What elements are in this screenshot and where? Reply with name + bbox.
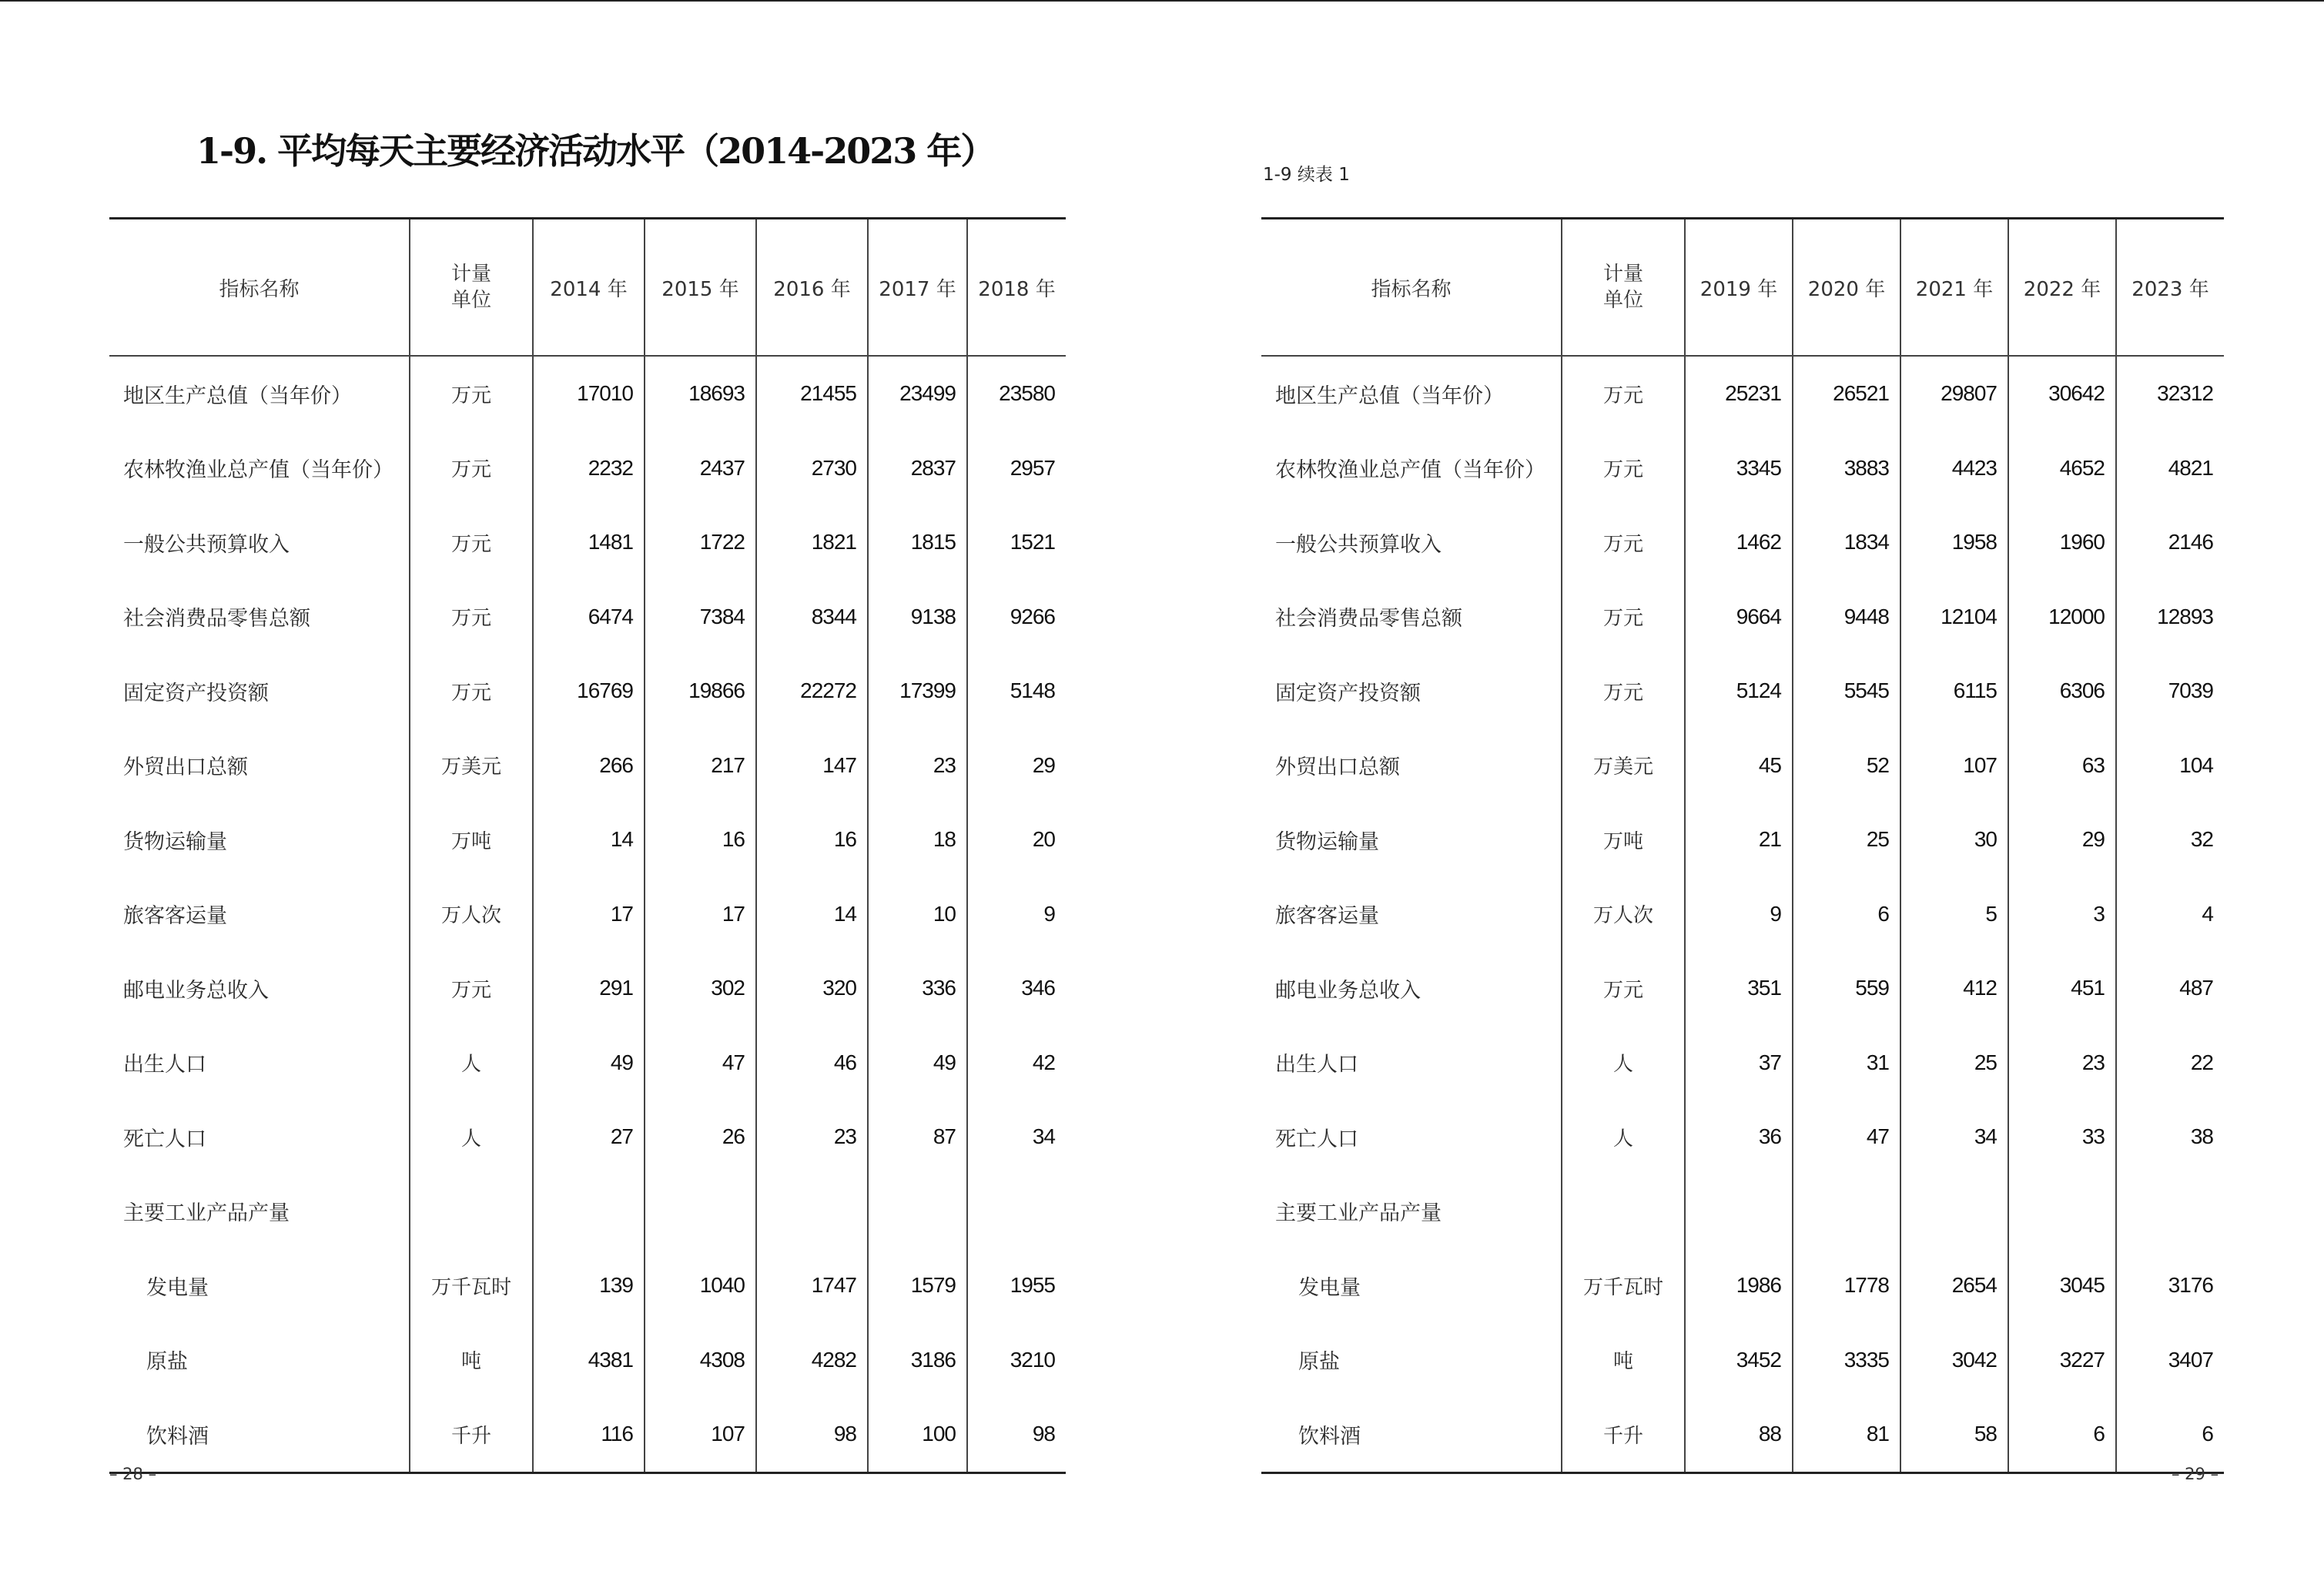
table-row [109,877,1066,952]
unit-cell: 人 [1562,1100,1685,1174]
value-cell: 3 [2008,877,2116,952]
indicator-name-cell: 饮料酒 [146,1424,209,1449]
value-cell: 22 [2116,1026,2224,1101]
indicator-name-cell: 发电量 [1298,1275,1361,1300]
indicator-name-cell: 农林牧渔业总产值（当年价） [1275,458,1545,483]
value-cell: 52 [1793,729,1900,803]
value-cell: 2437 [645,431,756,506]
page-number-right: – 29 – [2172,1465,2219,1483]
value-cell: 30 [1900,802,2008,877]
value-cell: 12893 [2116,580,2224,655]
value-cell: 451 [2008,951,2116,1026]
table-row [109,1248,1066,1323]
value-cell: 27 [533,1100,645,1174]
table-row [1261,877,2224,952]
value-cell: 6 [2116,1397,2224,1472]
value-cell: 4821 [2116,431,2224,506]
table-row [1261,1174,2224,1249]
table-row [109,1397,1066,1472]
value-cell: 4308 [645,1323,756,1398]
value-cell: 3335 [1793,1323,1900,1398]
indicator-name-cell: 出生人口 [1275,1053,1358,1077]
value-cell: 4423 [1900,431,2008,506]
value-cell: 1778 [1793,1248,1900,1323]
unit-cell: 万人次 [1562,877,1685,952]
table-row [109,356,1066,431]
unit-cell [1562,1174,1685,1249]
table-row [1261,356,2224,431]
value-cell: 23499 [868,356,967,431]
table-row [1261,802,2224,877]
page-title: 1-9. 平均每天主要经济活动水平（2014-2023 年） [196,130,995,172]
table-header-row [1261,219,2224,357]
value-cell: 116 [533,1397,645,1472]
value-cell: 30642 [2008,356,2116,431]
value-cell: 100 [868,1397,967,1472]
value-cell: 1040 [645,1248,756,1323]
value-cell: 38 [2116,1100,2224,1174]
value-cell: 3186 [868,1323,967,1398]
value-cell: 3042 [1900,1323,2008,1398]
table-row [1261,580,2224,655]
value-cell: 98 [967,1397,1066,1472]
value-cell: 302 [645,951,756,1026]
value-cell [756,1174,868,1249]
value-cell: 26 [645,1100,756,1174]
indicator-name-cell: 旅客客运量 [123,904,227,929]
value-cell: 63 [2008,729,2116,803]
value-cell: 20 [967,802,1066,877]
value-cell: 1521 [967,505,1066,580]
table-header-row [109,219,1066,357]
table-row [1261,1026,2224,1101]
value-cell: 9 [1685,877,1793,952]
indicator-name-cell: 发电量 [146,1275,209,1300]
unit-cell: 吨 [1562,1323,1685,1398]
unit-cell: 万美元 [410,729,533,803]
value-cell: 2654 [1900,1248,2008,1323]
table-row [1261,1323,2224,1398]
table-row [1261,1100,2224,1174]
left-statistics-table [109,217,1066,1474]
page-number-left: – 28 – [109,1465,157,1483]
indicator-name-cell: 农林牧渔业总产值（当年价） [123,458,393,483]
table-row [1261,729,2224,803]
indicator-name-cell: 饮料酒 [1298,1424,1361,1449]
value-cell: 4381 [533,1323,645,1398]
unit-cell: 万元 [1562,654,1685,729]
indicator-name-cell: 主要工业产品产量 [123,1201,290,1226]
value-cell: 4282 [756,1323,868,1398]
indicator-name-cell: 邮电业务总收入 [1275,978,1421,1003]
header-year: 2017 年 [868,219,967,357]
table-row [109,729,1066,803]
header-year: 2020 年 [1793,219,1900,357]
value-cell: 29807 [1900,356,2008,431]
value-cell: 21 [1685,802,1793,877]
value-cell: 87 [868,1100,967,1174]
value-cell: 3883 [1793,431,1900,506]
value-cell: 4652 [2008,431,2116,506]
header-unit-line2: 单位 [1602,289,1643,312]
header-indicator-name: 指标名称 [109,219,410,357]
value-cell: 16769 [533,654,645,729]
header-year: 2014 年 [533,219,645,357]
header-year: 2018 年 [967,219,1066,357]
value-cell: 21455 [756,356,868,431]
value-cell: 487 [2116,951,2224,1026]
value-cell: 217 [645,729,756,803]
indicator-name-cell: 原盐 [1298,1350,1340,1375]
value-cell: 18693 [645,356,756,431]
continuation-subtitle: 1-9 续表 1 [1263,165,1350,185]
unit-cell: 万元 [1562,580,1685,655]
indicator-name-cell: 社会消费品零售总额 [1275,607,1462,632]
unit-cell: 万千瓦时 [1562,1248,1685,1323]
value-cell: 17010 [533,356,645,431]
table-row [1261,951,2224,1026]
indicator-name-cell: 邮电业务总收入 [123,978,269,1003]
value-cell: 33 [2008,1100,2116,1174]
value-cell: 34 [967,1100,1066,1174]
value-cell: 3227 [2008,1323,2116,1398]
table-row [1261,505,2224,580]
value-cell: 12104 [1900,580,2008,655]
unit-cell: 万元 [1562,356,1685,431]
value-cell: 6306 [2008,654,2116,729]
value-cell: 6115 [1900,654,2008,729]
indicator-name-cell: 货物运输量 [123,829,227,854]
value-cell: 3210 [967,1323,1066,1398]
unit-cell: 人 [1562,1026,1685,1101]
value-cell: 26521 [1793,356,1900,431]
header-year: 2021 年 [1900,219,2008,357]
table-row [109,802,1066,877]
value-cell: 1722 [645,505,756,580]
value-cell: 81 [1793,1397,1900,1472]
table-row [1261,1248,2224,1323]
value-cell: 320 [756,951,868,1026]
table-row [109,1026,1066,1101]
value-cell [2116,1174,2224,1249]
value-cell: 346 [967,951,1066,1026]
value-cell: 1815 [868,505,967,580]
value-cell: 559 [1793,951,1900,1026]
header-indicator-name: 指标名称 [1261,219,1562,357]
value-cell: 107 [1900,729,2008,803]
value-cell: 17 [533,877,645,952]
value-cell: 412 [1900,951,2008,1026]
value-cell: 25 [1793,802,1900,877]
value-cell: 2730 [756,431,868,506]
value-cell: 5 [1900,877,2008,952]
value-cell: 1955 [967,1248,1066,1323]
value-cell: 104 [2116,729,2224,803]
value-cell: 9 [967,877,1066,952]
value-cell: 9448 [1793,580,1900,655]
indicator-name-cell: 外贸出口总额 [123,755,248,780]
table-row [109,505,1066,580]
indicator-name-cell: 主要工业产品产量 [1275,1201,1442,1226]
value-cell: 6 [1793,877,1900,952]
unit-cell: 万元 [1562,431,1685,506]
value-cell: 88 [1685,1397,1793,1472]
value-cell: 6474 [533,580,645,655]
unit-cell: 万元 [410,654,533,729]
value-cell: 147 [756,729,868,803]
header-year: 2022 年 [2008,219,2116,357]
value-cell: 4 [2116,877,2224,952]
table-row [109,1323,1066,1398]
indicator-name-cell: 死亡人口 [1275,1127,1358,1151]
value-cell: 29 [967,729,1066,803]
value-cell: 1462 [1685,505,1793,580]
value-cell [645,1174,756,1249]
unit-cell: 人 [410,1026,533,1101]
value-cell [1685,1174,1793,1249]
value-cell: 1821 [756,505,868,580]
header-unit-line2: 单位 [450,289,491,312]
value-cell: 23580 [967,356,1066,431]
unit-cell: 万吨 [410,802,533,877]
value-cell [533,1174,645,1249]
indicator-name-cell: 原盐 [146,1350,188,1375]
value-cell: 23 [756,1100,868,1174]
value-cell: 49 [868,1026,967,1101]
value-cell: 42 [967,1026,1066,1101]
indicator-name-cell: 地区生产总值（当年价） [1275,384,1504,408]
value-cell: 3045 [2008,1248,2116,1323]
value-cell: 23 [868,729,967,803]
value-cell: 1960 [2008,505,2116,580]
header-unit [1562,219,1685,357]
value-cell: 8344 [756,580,868,655]
value-cell: 37 [1685,1026,1793,1101]
top-border-rule [0,0,2324,2]
table-row [109,1174,1066,1249]
value-cell [868,1174,967,1249]
unit-cell: 万人次 [410,877,533,952]
value-cell: 18 [868,802,967,877]
value-cell: 3176 [2116,1248,2224,1323]
header-year: 2015 年 [645,219,756,357]
indicator-name-cell: 一般公共预算收入 [123,532,290,557]
unit-cell: 万元 [410,580,533,655]
value-cell: 1481 [533,505,645,580]
value-cell: 1834 [1793,505,1900,580]
indicator-name-cell: 外贸出口总额 [1275,755,1400,780]
value-cell: 9138 [868,580,967,655]
value-cell: 23 [2008,1026,2116,1101]
table-row [109,951,1066,1026]
indicator-name-cell: 死亡人口 [123,1127,206,1151]
value-cell: 5545 [1793,654,1900,729]
indicator-name-cell: 货物运输量 [1275,829,1379,854]
value-cell: 16 [645,802,756,877]
indicator-name-cell: 旅客客运量 [1275,904,1379,929]
value-cell: 9266 [967,580,1066,655]
value-cell: 7384 [645,580,756,655]
indicator-name-cell: 固定资产投资额 [123,681,269,705]
unit-cell: 万吨 [1562,802,1685,877]
value-cell: 1958 [1900,505,2008,580]
value-cell: 31 [1793,1026,1900,1101]
value-cell: 17399 [868,654,967,729]
table-row [109,431,1066,506]
value-cell: 2146 [2116,505,2224,580]
value-cell: 17 [645,877,756,952]
right-statistics-table [1261,217,2224,1474]
value-cell: 36 [1685,1100,1793,1174]
header-unit-line1: 计量 [1602,263,1643,286]
value-cell: 3452 [1685,1323,1793,1398]
table-row [109,1100,1066,1174]
value-cell: 7039 [2116,654,2224,729]
value-cell: 14 [533,802,645,877]
table-row [1261,1397,2224,1472]
value-cell: 46 [756,1026,868,1101]
value-cell: 58 [1900,1397,2008,1472]
value-cell: 5148 [967,654,1066,729]
value-cell: 351 [1685,951,1793,1026]
unit-cell: 千升 [1562,1397,1685,1472]
unit-cell: 万千瓦时 [410,1248,533,1323]
value-cell: 49 [533,1026,645,1101]
value-cell: 9664 [1685,580,1793,655]
value-cell: 5124 [1685,654,1793,729]
value-cell: 10 [868,877,967,952]
value-cell: 139 [533,1248,645,1323]
header-unit [410,219,533,357]
value-cell: 45 [1685,729,1793,803]
value-cell: 2837 [868,431,967,506]
value-cell: 25231 [1685,356,1793,431]
table-row [109,580,1066,655]
header-year: 2023 年 [2116,219,2224,357]
table-row [1261,431,2224,506]
unit-cell: 万元 [1562,505,1685,580]
unit-cell: 万元 [1562,951,1685,1026]
indicator-name-cell: 一般公共预算收入 [1275,532,1442,557]
value-cell: 32 [2116,802,2224,877]
value-cell: 14 [756,877,868,952]
indicator-name-cell: 社会消费品零售总额 [123,607,310,632]
value-cell [1900,1174,2008,1249]
value-cell [967,1174,1066,1249]
table-row [1261,654,2224,729]
value-cell: 2957 [967,431,1066,506]
value-cell: 16 [756,802,868,877]
value-cell: 25 [1900,1026,2008,1101]
value-cell: 3345 [1685,431,1793,506]
value-cell: 1579 [868,1248,967,1323]
unit-cell: 万元 [410,505,533,580]
value-cell: 291 [533,951,645,1026]
unit-cell: 人 [410,1100,533,1174]
header-unit-line1: 计量 [450,263,491,286]
value-cell: 34 [1900,1100,2008,1174]
value-cell: 22272 [756,654,868,729]
header-year: 2019 年 [1685,219,1793,357]
header-year: 2016 年 [756,219,868,357]
value-cell: 98 [756,1397,868,1472]
unit-cell: 万元 [410,951,533,1026]
value-cell: 12000 [2008,580,2116,655]
unit-cell [410,1174,533,1249]
value-cell: 47 [1793,1100,1900,1174]
value-cell: 19866 [645,654,756,729]
unit-cell: 万美元 [1562,729,1685,803]
indicator-name-cell: 地区生产总值（当年价） [123,384,352,408]
value-cell: 47 [645,1026,756,1101]
indicator-name-cell: 固定资产投资额 [1275,681,1421,705]
unit-cell: 吨 [410,1323,533,1398]
unit-cell: 千升 [410,1397,533,1472]
value-cell: 29 [2008,802,2116,877]
value-cell: 2232 [533,431,645,506]
value-cell: 6 [2008,1397,2116,1472]
indicator-name-cell: 出生人口 [123,1053,206,1077]
table-row [109,654,1066,729]
value-cell [2008,1174,2116,1249]
value-cell: 1986 [1685,1248,1793,1323]
unit-cell: 万元 [410,431,533,506]
value-cell [1793,1174,1900,1249]
value-cell: 1747 [756,1248,868,1323]
value-cell: 266 [533,729,645,803]
unit-cell: 万元 [410,356,533,431]
value-cell: 3407 [2116,1323,2224,1398]
value-cell: 107 [645,1397,756,1472]
value-cell: 32312 [2116,356,2224,431]
value-cell: 336 [868,951,967,1026]
